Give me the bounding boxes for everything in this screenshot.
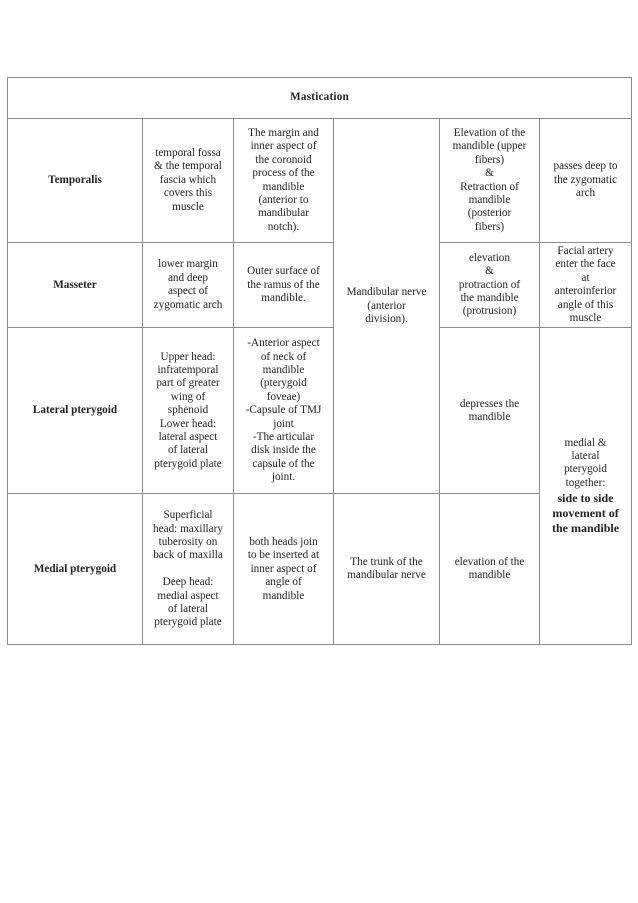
- mastication-table: [7, 77, 632, 645]
- nerve-cell: Mandibular nerve (anterior division).: [334, 119, 440, 494]
- insertion-cell: The margin and inner aspect of the coronoid process of the mandible (anterior to mandibular notch).: [234, 119, 334, 243]
- muscle-name-cell: Lateral pterygoid: [8, 328, 143, 494]
- relation-cell: passes deep to the zygomatic arch: [540, 119, 632, 243]
- muscle-name-cell: Medial pterygoid: [8, 494, 143, 645]
- shared-relation-text: medial & lateral pterygoid together:: [564, 436, 607, 489]
- relation-cell: Facial artery enter the face at anteroinferior angle of this muscle: [540, 243, 632, 328]
- title-row: [8, 78, 632, 119]
- table-row: [8, 328, 632, 494]
- muscle-name-cell: Masseter: [8, 243, 143, 328]
- action-cell: Elevation of the mandible (upper fibers) & Retraction of mandible (posterior fibers): [440, 119, 540, 243]
- muscle-name-cell: Temporalis: [8, 119, 143, 243]
- shared-relation-cell: [540, 328, 632, 645]
- table-row: [8, 243, 632, 328]
- origin-cell: Superficial head: maxillary tuberosity on back of maxilla Deep head: medial aspect of lateral pterygoid plate: [143, 494, 234, 645]
- insertion-cell: Outer surface of the ramus of the mandible.: [234, 243, 334, 328]
- action-cell: elevation & protraction of the mandible (protrusion): [440, 243, 540, 328]
- origin-cell: Upper head: infratemporal part of greater wing of sphenoid Lower head: lateral aspect of lateral pterygoid plate: [143, 328, 234, 494]
- table-row: [8, 119, 632, 243]
- table-row: [8, 494, 632, 645]
- table-title: Mastication: [8, 78, 632, 119]
- nerve-cell: The trunk of the mandibular nerve: [334, 494, 440, 645]
- shared-relation-emphasis: side to side movement of the mandible: [552, 491, 620, 536]
- action-cell: elevation of the mandible: [440, 494, 540, 645]
- action-cell: depresses the mandible: [440, 328, 540, 494]
- origin-cell: lower margin and deep aspect of zygomatic arch: [143, 243, 234, 328]
- insertion-cell: -Anterior aspect of neck of mandible (pterygoid foveae) -Capsule of TMJ joint -The articular disk inside the capsule of the joint.: [234, 328, 334, 494]
- insertion-cell: both heads join to be inserted at inner aspect of angle of mandible: [234, 494, 334, 645]
- origin-cell: temporal fossa & the temporal fascia which covers this muscle: [143, 119, 234, 243]
